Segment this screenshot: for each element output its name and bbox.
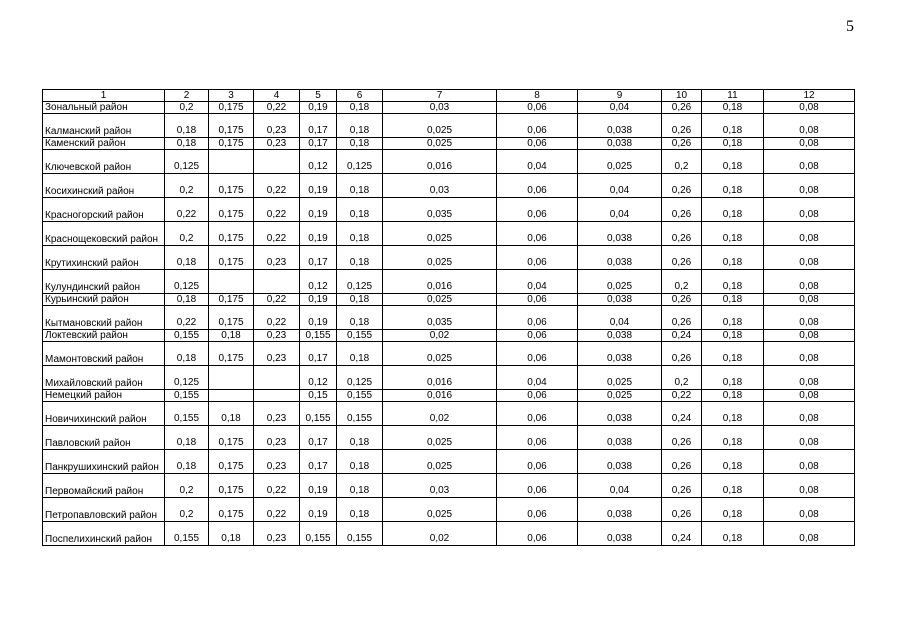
value-cell: 0,025 bbox=[578, 366, 662, 390]
value-cell: 0,18 bbox=[702, 270, 764, 294]
table-row bbox=[43, 306, 855, 330]
value-cell: 0,016 bbox=[383, 366, 497, 390]
value-cell bbox=[209, 150, 254, 174]
value-cell: 0,18 bbox=[702, 138, 764, 150]
table-row bbox=[43, 198, 855, 222]
value-cell: 0,19 bbox=[300, 174, 337, 198]
value-cell: 0,06 bbox=[497, 198, 578, 222]
value-cell: 0,18 bbox=[702, 150, 764, 174]
value-cell: 0,23 bbox=[254, 114, 300, 138]
value-cell: 0,18 bbox=[702, 306, 764, 330]
value-cell: 0,23 bbox=[254, 138, 300, 150]
value-cell: 0,155 bbox=[165, 330, 209, 342]
value-cell: 0,19 bbox=[300, 474, 337, 498]
value-cell: 0,26 bbox=[662, 198, 702, 222]
value-cell: 0,175 bbox=[209, 102, 254, 114]
value-cell: 0,038 bbox=[578, 114, 662, 138]
value-cell: 0,016 bbox=[383, 270, 497, 294]
value-cell: 0,08 bbox=[764, 246, 855, 270]
table-row bbox=[43, 138, 855, 150]
value-cell: 0,22 bbox=[254, 294, 300, 306]
value-cell: 0,025 bbox=[383, 426, 497, 450]
value-cell: 0,025 bbox=[383, 246, 497, 270]
value-cell: 0,22 bbox=[254, 198, 300, 222]
value-cell: 0,18 bbox=[337, 222, 383, 246]
value-cell bbox=[254, 390, 300, 402]
value-cell: 0,08 bbox=[764, 102, 855, 114]
value-cell: 0,18 bbox=[209, 522, 254, 546]
value-cell: 0,23 bbox=[254, 450, 300, 474]
value-cell: 0,06 bbox=[497, 474, 578, 498]
value-cell: 0,155 bbox=[337, 330, 383, 342]
value-cell: 0,18 bbox=[337, 174, 383, 198]
district-name-cell: Панкрушихинский район bbox=[43, 450, 165, 474]
value-cell: 0,08 bbox=[764, 522, 855, 546]
value-cell: 0,04 bbox=[578, 306, 662, 330]
value-cell: 0,155 bbox=[300, 330, 337, 342]
value-cell: 0,19 bbox=[300, 198, 337, 222]
value-cell: 0,125 bbox=[165, 270, 209, 294]
value-cell: 0,18 bbox=[702, 222, 764, 246]
value-cell: 0,18 bbox=[165, 246, 209, 270]
value-cell: 0,175 bbox=[209, 114, 254, 138]
value-cell: 0,22 bbox=[254, 306, 300, 330]
district-name-cell: Новичихинский район bbox=[43, 402, 165, 426]
value-cell: 0,18 bbox=[702, 294, 764, 306]
value-cell: 0,18 bbox=[337, 498, 383, 522]
value-cell bbox=[209, 366, 254, 390]
value-cell: 0,18 bbox=[337, 102, 383, 114]
value-cell: 0,038 bbox=[578, 330, 662, 342]
value-cell: 0,175 bbox=[209, 246, 254, 270]
value-cell: 0,18 bbox=[702, 246, 764, 270]
value-cell: 0,08 bbox=[764, 390, 855, 402]
column-header: 3 bbox=[209, 90, 254, 102]
district-name-cell: Кытмановский район bbox=[43, 306, 165, 330]
value-cell: 0,155 bbox=[300, 522, 337, 546]
value-cell: 0,18 bbox=[702, 330, 764, 342]
value-cell: 0,06 bbox=[497, 306, 578, 330]
value-cell: 0,12 bbox=[300, 366, 337, 390]
district-name-cell: Первомайский район bbox=[43, 474, 165, 498]
value-cell: 0,025 bbox=[383, 498, 497, 522]
value-cell: 0,025 bbox=[383, 294, 497, 306]
value-cell: 0,23 bbox=[254, 330, 300, 342]
district-name-cell: Михайловский район bbox=[43, 366, 165, 390]
value-cell: 0,18 bbox=[165, 138, 209, 150]
value-cell: 0,17 bbox=[300, 450, 337, 474]
column-header: 7 bbox=[383, 90, 497, 102]
value-cell: 0,155 bbox=[165, 522, 209, 546]
table-row bbox=[43, 294, 855, 306]
value-cell: 0,24 bbox=[662, 402, 702, 426]
value-cell bbox=[209, 390, 254, 402]
value-cell: 0,025 bbox=[383, 138, 497, 150]
district-name-cell: Курьинский район bbox=[43, 294, 165, 306]
value-cell: 0,06 bbox=[497, 498, 578, 522]
value-cell: 0,22 bbox=[254, 498, 300, 522]
value-cell: 0,038 bbox=[578, 222, 662, 246]
value-cell: 0,18 bbox=[702, 102, 764, 114]
district-name-cell: Ключевской район bbox=[43, 150, 165, 174]
district-name-cell: Локтевский район bbox=[43, 330, 165, 342]
value-cell: 0,17 bbox=[300, 342, 337, 366]
value-cell: 0,26 bbox=[662, 306, 702, 330]
district-name-cell: Крутихинский район bbox=[43, 246, 165, 270]
value-cell: 0,26 bbox=[662, 474, 702, 498]
value-cell: 0,19 bbox=[300, 306, 337, 330]
value-cell: 0,06 bbox=[497, 114, 578, 138]
value-cell: 0,12 bbox=[300, 270, 337, 294]
value-cell: 0,17 bbox=[300, 114, 337, 138]
value-cell: 0,06 bbox=[497, 450, 578, 474]
value-cell: 0,03 bbox=[383, 474, 497, 498]
table-row bbox=[43, 330, 855, 342]
value-cell: 0,2 bbox=[662, 270, 702, 294]
value-cell: 0,2 bbox=[165, 474, 209, 498]
district-name-cell: Каменский район bbox=[43, 138, 165, 150]
value-cell: 0,125 bbox=[165, 150, 209, 174]
value-cell: 0,08 bbox=[764, 342, 855, 366]
value-cell: 0,06 bbox=[497, 330, 578, 342]
value-cell: 0,18 bbox=[702, 498, 764, 522]
value-cell: 0,038 bbox=[578, 498, 662, 522]
value-cell: 0,06 bbox=[497, 522, 578, 546]
value-cell: 0,19 bbox=[300, 102, 337, 114]
value-cell: 0,04 bbox=[578, 198, 662, 222]
value-cell: 0,18 bbox=[702, 198, 764, 222]
value-cell: 0,155 bbox=[165, 390, 209, 402]
value-cell: 0,18 bbox=[209, 402, 254, 426]
value-cell: 0,04 bbox=[578, 474, 662, 498]
value-cell: 0,08 bbox=[764, 498, 855, 522]
value-cell: 0,08 bbox=[764, 198, 855, 222]
value-cell: 0,2 bbox=[165, 174, 209, 198]
value-cell: 0,08 bbox=[764, 114, 855, 138]
value-cell bbox=[254, 150, 300, 174]
value-cell: 0,02 bbox=[383, 522, 497, 546]
value-cell: 0,025 bbox=[383, 222, 497, 246]
value-cell: 0,08 bbox=[764, 450, 855, 474]
table-row bbox=[43, 222, 855, 246]
value-cell bbox=[254, 270, 300, 294]
value-cell: 0,175 bbox=[209, 342, 254, 366]
value-cell: 0,025 bbox=[383, 342, 497, 366]
table-row bbox=[43, 102, 855, 114]
table-row bbox=[43, 270, 855, 294]
value-cell: 0,26 bbox=[662, 114, 702, 138]
value-cell: 0,26 bbox=[662, 498, 702, 522]
value-cell: 0,03 bbox=[383, 102, 497, 114]
value-cell: 0,26 bbox=[662, 138, 702, 150]
value-cell: 0,175 bbox=[209, 198, 254, 222]
value-cell: 0,18 bbox=[702, 342, 764, 366]
value-cell: 0,175 bbox=[209, 426, 254, 450]
value-cell: 0,18 bbox=[337, 342, 383, 366]
value-cell: 0,038 bbox=[578, 138, 662, 150]
column-header: 2 bbox=[165, 90, 209, 102]
value-cell: 0,18 bbox=[702, 522, 764, 546]
value-cell: 0,08 bbox=[764, 138, 855, 150]
value-cell: 0,175 bbox=[209, 450, 254, 474]
value-cell: 0,18 bbox=[702, 114, 764, 138]
value-cell: 0,18 bbox=[165, 114, 209, 138]
value-cell: 0,08 bbox=[764, 402, 855, 426]
value-cell: 0,175 bbox=[209, 306, 254, 330]
value-cell: 0,08 bbox=[764, 270, 855, 294]
table-row bbox=[43, 150, 855, 174]
column-header: 10 bbox=[662, 90, 702, 102]
value-cell: 0,02 bbox=[383, 330, 497, 342]
value-cell: 0,08 bbox=[764, 366, 855, 390]
value-cell: 0,26 bbox=[662, 246, 702, 270]
value-cell: 0,18 bbox=[165, 294, 209, 306]
district-name-cell: Краснощековский район bbox=[43, 222, 165, 246]
value-cell: 0,038 bbox=[578, 342, 662, 366]
value-cell: 0,04 bbox=[497, 150, 578, 174]
value-cell: 0,06 bbox=[497, 138, 578, 150]
value-cell bbox=[254, 366, 300, 390]
value-cell: 0,02 bbox=[383, 402, 497, 426]
value-cell: 0,08 bbox=[764, 426, 855, 450]
value-cell: 0,26 bbox=[662, 222, 702, 246]
table-row bbox=[43, 426, 855, 450]
value-cell: 0,19 bbox=[300, 294, 337, 306]
value-cell: 0,23 bbox=[254, 246, 300, 270]
table-row bbox=[43, 114, 855, 138]
value-cell: 0,155 bbox=[337, 390, 383, 402]
value-cell: 0,155 bbox=[337, 402, 383, 426]
value-cell: 0,18 bbox=[337, 306, 383, 330]
value-cell: 0,22 bbox=[254, 102, 300, 114]
table-row bbox=[43, 174, 855, 198]
column-header: 8 bbox=[497, 90, 578, 102]
column-header: 12 bbox=[764, 90, 855, 102]
value-cell: 0,15 bbox=[300, 390, 337, 402]
value-cell: 0,18 bbox=[165, 426, 209, 450]
value-cell: 0,2 bbox=[662, 366, 702, 390]
value-cell: 0,06 bbox=[497, 174, 578, 198]
value-cell: 0,18 bbox=[337, 198, 383, 222]
value-cell: 0,038 bbox=[578, 246, 662, 270]
value-cell: 0,18 bbox=[702, 474, 764, 498]
value-cell: 0,125 bbox=[337, 150, 383, 174]
value-cell: 0,23 bbox=[254, 342, 300, 366]
table-row bbox=[43, 474, 855, 498]
value-cell: 0,025 bbox=[578, 270, 662, 294]
value-cell: 0,155 bbox=[300, 402, 337, 426]
value-cell: 0,19 bbox=[300, 498, 337, 522]
value-cell: 0,17 bbox=[300, 426, 337, 450]
value-cell: 0,03 bbox=[383, 174, 497, 198]
value-cell: 0,2 bbox=[165, 102, 209, 114]
value-cell: 0,175 bbox=[209, 138, 254, 150]
value-cell: 0,155 bbox=[337, 522, 383, 546]
value-cell: 0,23 bbox=[254, 426, 300, 450]
table-row bbox=[43, 450, 855, 474]
table-row bbox=[43, 498, 855, 522]
value-cell: 0,26 bbox=[662, 102, 702, 114]
value-cell: 0,025 bbox=[383, 114, 497, 138]
value-cell: 0,125 bbox=[337, 270, 383, 294]
value-cell: 0,22 bbox=[254, 474, 300, 498]
value-cell: 0,08 bbox=[764, 150, 855, 174]
value-cell: 0,2 bbox=[165, 222, 209, 246]
table-row bbox=[43, 342, 855, 366]
value-cell: 0,18 bbox=[337, 450, 383, 474]
table-row bbox=[43, 366, 855, 390]
table-header-row bbox=[43, 90, 855, 102]
value-cell: 0,06 bbox=[497, 294, 578, 306]
table-row bbox=[43, 522, 855, 546]
value-cell: 0,06 bbox=[497, 426, 578, 450]
value-cell: 0,04 bbox=[578, 102, 662, 114]
value-cell: 0,22 bbox=[165, 306, 209, 330]
value-cell: 0,26 bbox=[662, 426, 702, 450]
value-cell: 0,18 bbox=[702, 450, 764, 474]
district-name-cell: Немецкий район bbox=[43, 390, 165, 402]
value-cell: 0,26 bbox=[662, 450, 702, 474]
value-cell: 0,18 bbox=[337, 426, 383, 450]
value-cell: 0,26 bbox=[662, 294, 702, 306]
value-cell: 0,06 bbox=[497, 102, 578, 114]
value-cell: 0,23 bbox=[254, 522, 300, 546]
column-header: 11 bbox=[702, 90, 764, 102]
column-header: 1 bbox=[43, 90, 165, 102]
value-cell: 0,26 bbox=[662, 174, 702, 198]
value-cell: 0,18 bbox=[702, 174, 764, 198]
value-cell: 0,125 bbox=[165, 366, 209, 390]
value-cell: 0,19 bbox=[300, 222, 337, 246]
value-cell: 0,125 bbox=[337, 366, 383, 390]
page-number: 5 bbox=[846, 18, 854, 35]
value-cell: 0,24 bbox=[662, 330, 702, 342]
value-cell: 0,23 bbox=[254, 402, 300, 426]
value-cell: 0,038 bbox=[578, 402, 662, 426]
value-cell: 0,22 bbox=[254, 174, 300, 198]
value-cell: 0,18 bbox=[165, 450, 209, 474]
value-cell: 0,22 bbox=[662, 390, 702, 402]
district-name-cell: Мамонтовский район bbox=[43, 342, 165, 366]
value-cell: 0,06 bbox=[497, 246, 578, 270]
value-cell: 0,04 bbox=[497, 270, 578, 294]
value-cell: 0,06 bbox=[497, 402, 578, 426]
column-header: 6 bbox=[337, 90, 383, 102]
column-header: 9 bbox=[578, 90, 662, 102]
value-cell: 0,08 bbox=[764, 222, 855, 246]
district-name-cell: Петропавловский район bbox=[43, 498, 165, 522]
value-cell: 0,22 bbox=[165, 198, 209, 222]
table-row bbox=[43, 402, 855, 426]
value-cell: 0,025 bbox=[383, 450, 497, 474]
district-name-cell: Кулундинский район bbox=[43, 270, 165, 294]
value-cell: 0,18 bbox=[209, 330, 254, 342]
value-cell: 0,038 bbox=[578, 426, 662, 450]
value-cell: 0,18 bbox=[702, 366, 764, 390]
value-cell: 0,06 bbox=[497, 390, 578, 402]
value-cell: 0,08 bbox=[764, 474, 855, 498]
value-cell: 0,18 bbox=[702, 402, 764, 426]
value-cell: 0,18 bbox=[165, 342, 209, 366]
value-cell: 0,18 bbox=[337, 114, 383, 138]
district-coefficients-table bbox=[42, 89, 855, 546]
district-name-cell: Калманский район bbox=[43, 114, 165, 138]
value-cell bbox=[209, 270, 254, 294]
value-cell: 0,12 bbox=[300, 150, 337, 174]
value-cell: 0,24 bbox=[662, 522, 702, 546]
value-cell: 0,175 bbox=[209, 498, 254, 522]
value-cell: 0,04 bbox=[497, 366, 578, 390]
district-name-cell: Красногорский район bbox=[43, 198, 165, 222]
value-cell: 0,22 bbox=[254, 222, 300, 246]
value-cell: 0,08 bbox=[764, 174, 855, 198]
value-cell: 0,04 bbox=[578, 174, 662, 198]
column-header: 5 bbox=[300, 90, 337, 102]
value-cell: 0,08 bbox=[764, 330, 855, 342]
value-cell: 0,038 bbox=[578, 450, 662, 474]
value-cell: 0,175 bbox=[209, 294, 254, 306]
value-cell: 0,175 bbox=[209, 222, 254, 246]
district-name-cell: Поспелихинский район bbox=[43, 522, 165, 546]
value-cell: 0,06 bbox=[497, 222, 578, 246]
value-cell: 0,18 bbox=[337, 474, 383, 498]
value-cell: 0,175 bbox=[209, 174, 254, 198]
column-header: 4 bbox=[254, 90, 300, 102]
value-cell: 0,18 bbox=[337, 246, 383, 270]
value-cell: 0,035 bbox=[383, 198, 497, 222]
value-cell: 0,18 bbox=[337, 138, 383, 150]
value-cell: 0,025 bbox=[578, 390, 662, 402]
district-name-cell: Зональный район bbox=[43, 102, 165, 114]
value-cell: 0,038 bbox=[578, 522, 662, 546]
district-name-cell: Косихинский район bbox=[43, 174, 165, 198]
value-cell: 0,2 bbox=[662, 150, 702, 174]
value-cell: 0,18 bbox=[702, 390, 764, 402]
value-cell: 0,06 bbox=[497, 342, 578, 366]
value-cell: 0,025 bbox=[578, 150, 662, 174]
value-cell: 0,035 bbox=[383, 306, 497, 330]
value-cell: 0,26 bbox=[662, 342, 702, 366]
value-cell: 0,2 bbox=[165, 498, 209, 522]
value-cell: 0,08 bbox=[764, 306, 855, 330]
value-cell: 0,016 bbox=[383, 150, 497, 174]
value-cell: 0,17 bbox=[300, 138, 337, 150]
value-cell: 0,155 bbox=[165, 402, 209, 426]
value-cell: 0,18 bbox=[702, 426, 764, 450]
value-cell: 0,08 bbox=[764, 294, 855, 306]
value-cell: 0,175 bbox=[209, 474, 254, 498]
value-cell: 0,17 bbox=[300, 246, 337, 270]
value-cell: 0,016 bbox=[383, 390, 497, 402]
district-name-cell: Павловский район bbox=[43, 426, 165, 450]
table-row bbox=[43, 246, 855, 270]
value-cell: 0,18 bbox=[337, 294, 383, 306]
table-row bbox=[43, 390, 855, 402]
value-cell: 0,038 bbox=[578, 294, 662, 306]
